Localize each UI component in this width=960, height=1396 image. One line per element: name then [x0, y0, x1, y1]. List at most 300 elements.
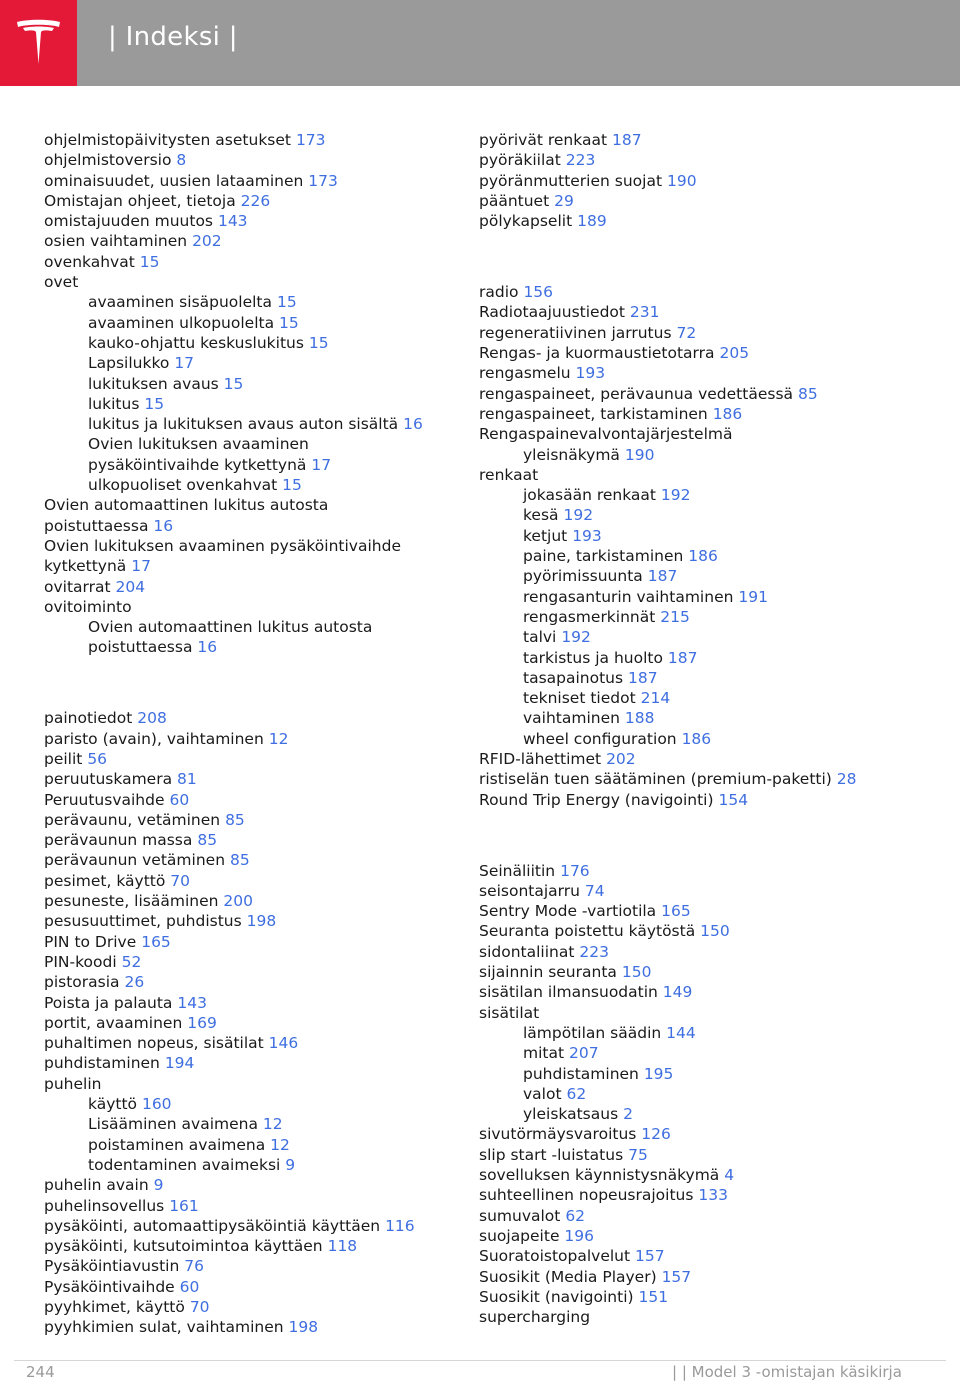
entry-label: ominaisuudet, uusien lataaminen [44, 171, 304, 190]
entry-label: pyöränmutterien suojat [479, 171, 663, 190]
index-entry [44, 597, 454, 617]
page-link[interactable]: 214 [640, 689, 671, 708]
entry-label: Lisääminen avaimena [88, 1115, 258, 1134]
index-column-right [479, 130, 929, 1327]
entry-label: rengasanturin vaihtaminen [523, 587, 734, 606]
entry-label: todentaminen avaimeksi [88, 1155, 281, 1174]
page-link[interactable]: 12 [262, 1115, 283, 1134]
entry-label: vaihtaminen [523, 709, 620, 728]
page-link[interactable]: 186 [712, 404, 743, 423]
entry-label: lukitus ja lukituksen avaus auton sisältä [88, 415, 399, 434]
index-entry [479, 1206, 929, 1226]
page-link[interactable]: 74 [584, 881, 605, 900]
entry-label: yleiskatsaus [523, 1105, 619, 1124]
entry-label: ohjelmistoversio [44, 151, 172, 170]
index-entry [479, 1287, 929, 1307]
index-entry [44, 749, 454, 769]
index-subentry [479, 566, 929, 586]
index-entry [479, 1165, 929, 1185]
entry-label: ristiselän tuen säätäminen (premium-paketti) [479, 770, 832, 789]
entry-label: PIN to Drive [44, 932, 137, 951]
entry-label: tasapainotus [523, 668, 624, 687]
index-entry [44, 150, 454, 170]
page-link[interactable]: 85 [197, 831, 218, 850]
page-link[interactable]: 161 [169, 1196, 199, 1215]
entry-label: rengaspaineet, tarkistaminen [479, 404, 708, 423]
page-link[interactable]: 15 [223, 374, 244, 393]
entry-label: sumuvalot [479, 1206, 561, 1225]
page-link[interactable]: 62 [566, 1084, 587, 1103]
section-gap [44, 658, 454, 709]
page-link[interactable]: 192 [561, 628, 591, 647]
page-link[interactable]: 72 [676, 323, 697, 342]
index-entry [479, 302, 929, 322]
index-entry [479, 749, 929, 769]
entry-label: sidontaliinat [479, 942, 575, 961]
page-link[interactable]: 173 [308, 171, 338, 190]
page-link[interactable]: 17 [131, 557, 151, 576]
entry-label: Peruutusvaihde [44, 790, 165, 809]
page-link[interactable]: 29 [554, 191, 574, 210]
footer-manual-title: | | Model 3 -omistajan käsikirja [672, 1363, 902, 1381]
page-link[interactable]: 202 [606, 750, 636, 768]
page-link[interactable]: 187 [667, 648, 698, 667]
page-link[interactable]: 133 [698, 1186, 728, 1205]
index-entry [479, 323, 929, 343]
page-link[interactable]: 192 [563, 506, 594, 525]
page-link[interactable]: 4 [724, 1166, 735, 1185]
page-link[interactable]: 165 [661, 902, 691, 921]
page-link[interactable]: 85 [797, 384, 818, 403]
entry-label: wheel configuration [523, 729, 677, 748]
index-subentry [44, 394, 454, 414]
index-subentry [479, 546, 929, 566]
page-link[interactable]: 15 [276, 293, 297, 312]
index-subentry [44, 353, 454, 373]
entry-label: pysäköinti, kutsutoimintoa käyttäen [44, 1237, 323, 1256]
page-link[interactable]: 207 [569, 1044, 599, 1063]
entry-label: Poista ja palauta [44, 993, 173, 1012]
page-link[interactable]: 149 [662, 983, 693, 1002]
entry-label: rengaspaineet, perävaunua vedettäessä [479, 384, 794, 403]
entry-label: ketjut [523, 526, 568, 545]
index-entry [479, 942, 929, 962]
entry-label: sijainnin seuranta [479, 963, 617, 982]
entry-label: puhaltimen nopeus, sisätilat [44, 1034, 264, 1053]
page-link[interactable]: 151 [638, 1287, 669, 1306]
page-link[interactable]: 205 [719, 344, 750, 363]
entry-label: pysäköinti, automaattipysäköintiä käyttäen [44, 1216, 381, 1235]
entry-label: pölykapselit [479, 212, 573, 231]
entry-label: Ovien lukituksen avaaminen [88, 435, 309, 454]
index-subentry [44, 1114, 454, 1134]
entry-label: Ovien lukituksen avaaminen pysäköintivaihde [44, 536, 401, 555]
index-subentry [479, 708, 929, 728]
entry-label: pysäköintivaihde kytkettynä [88, 455, 307, 474]
page-link[interactable]: 226 [240, 191, 271, 210]
page-link[interactable]: 17 [311, 455, 332, 474]
page-link[interactable]: 156 [523, 283, 554, 302]
page-link[interactable]: 15 [139, 252, 160, 271]
index-subentry [44, 617, 454, 637]
page-link[interactable]: 196 [564, 1226, 595, 1245]
entry-label: portit, avaaminen [44, 1013, 183, 1032]
index-entry [479, 982, 929, 1002]
page-link[interactable]: 12 [270, 1135, 290, 1154]
page-title: | Indeksi | [108, 22, 238, 52]
entry-label: lämpötilan säädin [523, 1023, 662, 1042]
index-entry [44, 1013, 454, 1033]
index-entry [479, 769, 929, 789]
page-link[interactable]: 85 [225, 810, 245, 829]
page-link[interactable]: 157 [635, 1247, 665, 1266]
index-entry [479, 343, 929, 363]
entry-label: puhdistaminen [44, 1054, 160, 1073]
index-entry [44, 1236, 454, 1256]
index-entry [44, 1297, 454, 1317]
page-link[interactable]: 52 [121, 952, 142, 971]
index-entry [44, 729, 454, 749]
entry-label: tekniset tiedot [523, 689, 636, 708]
index-entry [479, 282, 929, 302]
page-link[interactable]: 144 [666, 1023, 696, 1042]
index-subentry [479, 607, 929, 627]
page-link[interactable]: 176 [560, 861, 590, 880]
entry-label: rengasmelu [479, 364, 571, 383]
index-column-left [44, 130, 454, 1338]
entry-label: ohjelmistopäivitysten asetukset [44, 131, 291, 149]
index-subentry [44, 434, 454, 454]
page-link[interactable]: 193 [575, 364, 606, 383]
index-entry [44, 211, 454, 231]
page-link[interactable]: 26 [124, 973, 145, 992]
index-entry [44, 1317, 454, 1337]
page-link[interactable]: 62 [565, 1206, 586, 1225]
index-entry [44, 536, 454, 556]
index-entry [44, 932, 454, 952]
entry-label: perävaunu, vetäminen [44, 810, 221, 829]
page-link[interactable]: 12 [268, 729, 289, 748]
entry-label: avaaminen ulkopuolelta [88, 313, 275, 332]
entry-label: kauko-ohjattu keskuslukitus [88, 333, 304, 352]
index-entry [479, 363, 929, 383]
page-link[interactable]: 223 [565, 151, 596, 170]
index-entry [479, 465, 929, 485]
index-entry [44, 769, 454, 789]
page-link[interactable]: 15 [144, 394, 165, 413]
page-link[interactable]: 16 [403, 415, 423, 434]
page-link[interactable]: 70 [170, 871, 191, 890]
entry-label: pääntuet [479, 191, 550, 210]
page-link[interactable]: 146 [268, 1034, 299, 1053]
entry-label: jokasään renkaat [523, 486, 656, 505]
index-entry [44, 171, 454, 191]
entry-label: ovitoiminto [44, 597, 132, 616]
page-link[interactable]: 60 [179, 1277, 200, 1296]
index-entry [479, 1307, 929, 1327]
index-entry [44, 952, 454, 972]
index-subentry [44, 292, 454, 312]
index-entry [44, 252, 454, 272]
page-link[interactable]: 198 [288, 1318, 319, 1337]
index-entry [479, 1226, 929, 1246]
entry-label: Radiotaajuustiedot [479, 303, 625, 322]
entry-label: regeneratiivinen jarrutus [479, 323, 672, 342]
entry-label: ovitarrat [44, 577, 111, 596]
index-entry [44, 577, 454, 597]
tesla-logo-icon [14, 18, 63, 68]
index-entry [479, 921, 929, 941]
index-entry [44, 871, 454, 891]
index-entry [44, 972, 454, 992]
page-link[interactable]: 204 [115, 577, 146, 596]
index-subentry [479, 1043, 929, 1063]
page-link[interactable]: 76 [184, 1257, 204, 1276]
entry-label: omistajuuden muutos [44, 212, 214, 231]
index-entry [479, 1003, 929, 1023]
entry-label: lukituksen avaus [88, 374, 219, 393]
page-link[interactable]: 15 [308, 333, 329, 352]
entry-label: pesusuuttimet, puhdistus [44, 912, 242, 931]
entry-label: Lapsilukko [88, 354, 170, 373]
page-link[interactable]: 70 [189, 1298, 210, 1317]
page-link[interactable]: 223 [579, 942, 609, 961]
entry-label: supercharging [479, 1308, 591, 1327]
page-link[interactable]: 190 [666, 171, 697, 190]
index-entry [479, 901, 929, 921]
index-subentry [479, 648, 929, 668]
entry-label: pistorasia [44, 973, 120, 992]
page-link[interactable]: 169 [187, 1013, 217, 1032]
page-link[interactable]: 56 [87, 750, 108, 768]
entry-label: seisontajarru [479, 881, 580, 900]
page-link[interactable]: 187 [628, 668, 658, 687]
index-entry [44, 911, 454, 931]
page-link[interactable]: 173 [295, 131, 326, 149]
page-link[interactable]: 195 [643, 1064, 674, 1083]
page-link[interactable]: 150 [621, 963, 652, 982]
index-subentry [479, 668, 929, 688]
index-entry [44, 830, 454, 850]
page-link[interactable]: 186 [688, 547, 718, 566]
index-entry [479, 171, 929, 191]
page-link[interactable]: 28 [836, 770, 857, 789]
entry-label: slip start -luistatus [479, 1145, 624, 1164]
entry-label: Rengaspainevalvontajärjestelmä [479, 425, 733, 444]
entry-label: osien vaihtaminen [44, 232, 188, 251]
index-entry [479, 962, 929, 982]
entry-label: RFID-lähettimet [479, 750, 602, 768]
index-entry [44, 516, 454, 536]
entry-label: Suosikit (navigointi) [479, 1287, 634, 1306]
entry-label: rengasmerkinnät [523, 607, 656, 626]
entry-label: Pysäköintivaihde [44, 1277, 175, 1296]
entry-label: paristo (avain), vaihtaminen [44, 729, 264, 748]
page-link[interactable]: 215 [660, 607, 690, 626]
index-entry [479, 861, 929, 881]
page-link[interactable]: 15 [282, 476, 302, 495]
entry-label: pesuneste, lisääminen [44, 892, 219, 911]
entry-label: pesimet, käyttö [44, 871, 166, 890]
entry-label: Omistajan ohjeet, tietoja [44, 191, 236, 210]
page-link[interactable]: 202 [192, 232, 222, 251]
index-subentry [479, 1084, 929, 1104]
index-entry [479, 1145, 929, 1165]
section-gap [479, 810, 929, 861]
index-subentry [44, 455, 454, 475]
page-link[interactable]: 9 [153, 1176, 164, 1195]
entry-label: pyyhkimet, käyttö [44, 1298, 185, 1317]
index-entry [44, 850, 454, 870]
page-link[interactable]: 16 [153, 516, 174, 535]
page-link[interactable]: 2 [623, 1105, 633, 1124]
index-subentry [479, 1023, 929, 1043]
entry-label: Suoratoistopalvelut [479, 1247, 631, 1266]
entry-label: talvi [523, 628, 557, 647]
page-link[interactable]: 198 [246, 912, 277, 931]
page-link[interactable]: 157 [661, 1267, 692, 1286]
page-link[interactable]: 189 [577, 212, 607, 231]
page-link[interactable]: 9 [285, 1155, 296, 1174]
index-subentry [479, 505, 929, 525]
index-entry [479, 424, 929, 444]
index-entry [44, 1277, 454, 1297]
entry-label: valot [523, 1084, 562, 1103]
entry-label: puhdistaminen [523, 1064, 639, 1083]
index-entry [44, 810, 454, 830]
index-entry [44, 891, 454, 911]
entry-label: suhteellinen nopeusrajoitus [479, 1186, 694, 1205]
page-link[interactable]: 191 [738, 587, 768, 606]
entry-label: sivutörmäysvaroitus [479, 1125, 637, 1144]
page-link[interactable]: 116 [385, 1216, 415, 1235]
entry-label: pyörimissuunta [523, 567, 643, 586]
entry-label: avaaminen sisäpuolelta [88, 293, 273, 312]
page-link[interactable]: 187 [611, 131, 642, 149]
index-entry [44, 130, 454, 150]
entry-label: sisätilan ilmansuodatin [479, 983, 658, 1002]
page-link[interactable]: 190 [624, 445, 655, 464]
page-link[interactable]: 231 [629, 303, 660, 322]
logo-box [0, 0, 77, 86]
page-link[interactable]: 187 [647, 567, 678, 586]
entry-label: perävaunun massa [44, 831, 193, 850]
page-link[interactable]: 154 [718, 790, 749, 809]
page-link[interactable]: 81 [177, 770, 197, 789]
index-subentry [479, 485, 929, 505]
page-link[interactable]: 186 [681, 729, 712, 748]
page-link[interactable]: 85 [229, 851, 250, 870]
entry-label: pyöräkiilat [479, 151, 561, 170]
index-entry [479, 211, 929, 231]
entry-label: radio [479, 283, 519, 302]
page-link[interactable]: 8 [176, 151, 187, 170]
index-entry [44, 1175, 454, 1195]
entry-label: peilit [44, 750, 83, 768]
page-link[interactable]: 194 [164, 1054, 195, 1073]
entry-label: Ovien automaattinen lukitus autosta [44, 496, 329, 515]
page-link[interactable]: 160 [141, 1095, 172, 1114]
index-entry [479, 384, 929, 404]
page-link[interactable]: 193 [572, 526, 602, 545]
page-link[interactable]: 15 [279, 313, 299, 332]
index-entry [44, 1256, 454, 1276]
page-link[interactable]: 143 [177, 993, 207, 1012]
entry-label: kesä [523, 506, 559, 525]
entry-label: puhelin [44, 1074, 102, 1093]
entry-label: poistaminen avaimena [88, 1135, 266, 1154]
page-link[interactable]: 17 [174, 354, 195, 373]
footer-page-number: 244 [26, 1363, 55, 1381]
index-entry [44, 191, 454, 211]
index-subentry [44, 313, 454, 333]
index-subentry [479, 1104, 929, 1124]
entry-label: Pysäköintiavustin [44, 1257, 180, 1276]
page-link[interactable]: 75 [628, 1145, 648, 1164]
page-link[interactable]: 208 [137, 709, 167, 728]
entry-label: ovet [44, 273, 79, 292]
page-link[interactable]: 143 [217, 212, 248, 231]
entry-label: kytkettynä [44, 557, 127, 576]
index-entry [44, 790, 454, 810]
page-link[interactable]: 60 [169, 790, 190, 809]
entry-label: käyttö [88, 1095, 138, 1114]
entry-label: poistuttaessa [44, 516, 149, 535]
index-subentry [44, 475, 454, 495]
index-entry [44, 231, 454, 251]
page-link[interactable]: 16 [197, 638, 218, 657]
index-subentry [479, 688, 929, 708]
index-subentry [479, 729, 929, 749]
index-subentry [479, 627, 929, 647]
entry-label: poistuttaessa [88, 638, 193, 657]
entry-label: ulkopuoliset ovenkahvat [88, 476, 278, 495]
entry-label: sovelluksen käynnistysnäkymä [479, 1166, 720, 1185]
page-link[interactable]: 188 [624, 709, 655, 728]
index-entry [44, 708, 454, 728]
index-entry [44, 1216, 454, 1236]
entry-label: yleisnäkymä [523, 445, 620, 464]
index-entry [479, 1185, 929, 1205]
index-subentry [479, 445, 929, 465]
entry-label: painotiedot [44, 709, 133, 728]
page-link[interactable]: 126 [641, 1125, 671, 1144]
entry-label: pyyhkimien sulat, vaihtaminen [44, 1318, 284, 1337]
index-entry [479, 404, 929, 424]
index-entry [44, 272, 454, 292]
entry-label: Ovien automaattinen lukitus autosta [88, 618, 373, 637]
index-entry [479, 790, 929, 810]
entry-label: Seinäliitin [479, 861, 556, 880]
entry-label: perävaunun vetäminen [44, 851, 226, 870]
index-entry [44, 1033, 454, 1053]
entry-label: peruutuskamera [44, 770, 173, 789]
entry-label: suojapeite [479, 1226, 560, 1245]
index-entry [44, 495, 454, 515]
entry-label: Sentry Mode -vartiotila [479, 902, 657, 921]
entry-label: tarkistus ja huolto [523, 648, 663, 667]
page-link[interactable]: 192 [660, 486, 691, 505]
entry-label: mitat [523, 1044, 565, 1063]
index-entry [479, 1124, 929, 1144]
page-link[interactable]: 118 [327, 1237, 358, 1256]
page-link[interactable]: 200 [223, 892, 253, 911]
page-link[interactable]: 150 [700, 922, 730, 941]
entry-label: puhelinsovellus [44, 1196, 165, 1215]
page-link[interactable]: 165 [141, 932, 171, 951]
index-subentry [44, 333, 454, 353]
index-entry [44, 556, 454, 576]
